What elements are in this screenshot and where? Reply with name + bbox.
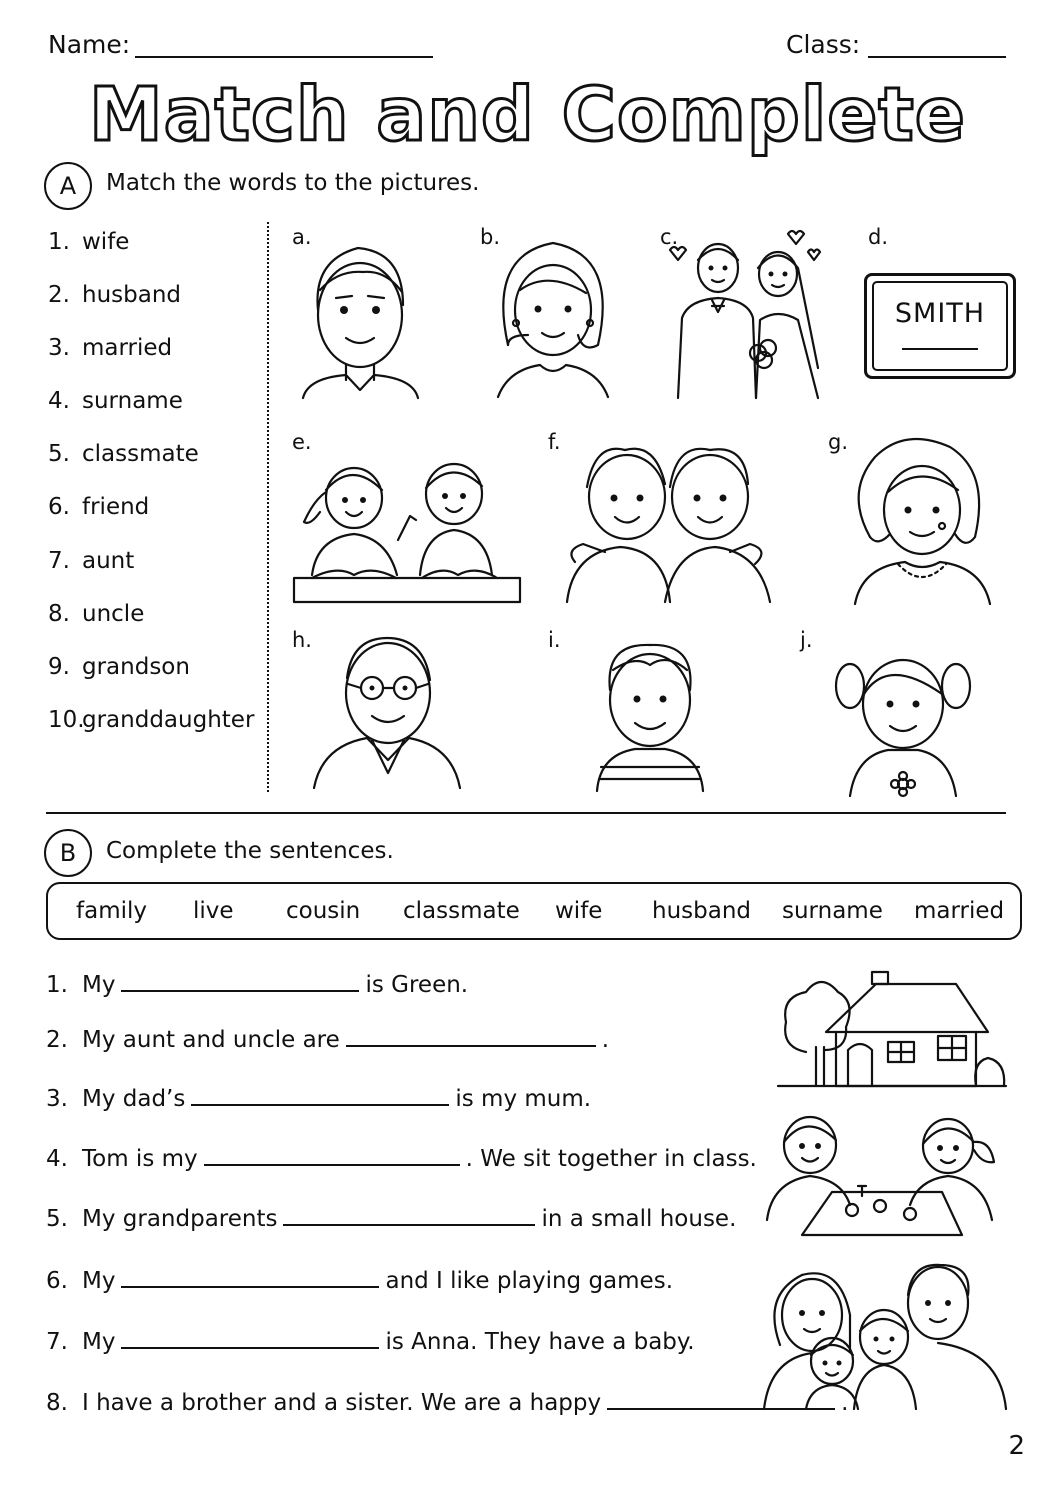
pic-letter-d: d. [868, 225, 889, 249]
section-b-badge: B [44, 829, 92, 877]
word-bank-item: cousin [286, 898, 361, 924]
pic-letter-c: c. [660, 225, 679, 249]
pic-letter-i: i. [548, 628, 561, 652]
class-label: Class: [786, 30, 861, 59]
sign-text: SMITH [894, 298, 986, 329]
section-b-instruction: Complete the sentences. [106, 838, 394, 864]
sentence: 1. My is Green. [46, 972, 469, 998]
name-label: Name: [48, 30, 131, 59]
answer-blank[interactable] [191, 1086, 449, 1106]
pic-letter-a: a. [292, 225, 312, 249]
answer-blank[interactable] [283, 1206, 535, 1226]
man-illustration[interactable] [298, 230, 423, 400]
pic-letter-e: e. [292, 430, 312, 454]
cousins-playing-illustration [762, 1110, 998, 1240]
aunt-illustration[interactable] [850, 432, 995, 607]
sentence: 6. My and I like playing games. [46, 1268, 674, 1294]
word-item: 1. wife [48, 229, 130, 255]
word-item: 6. friend [48, 494, 150, 520]
column-divider [267, 222, 269, 792]
sentence: 2. My aunt and uncle are . [46, 1027, 610, 1053]
family-illustration [762, 1255, 1008, 1411]
sentence: 8. I have a brother and a sister. We are a happy . [46, 1390, 849, 1416]
page-title: Match and Complete [89, 72, 966, 158]
word-item: 7. aunt [48, 548, 135, 574]
granddaughter-illustration[interactable] [828, 646, 978, 798]
pic-letter-b: b. [480, 225, 501, 249]
wedding-couple-illustration[interactable] [668, 228, 833, 400]
word-bank-item: surname [782, 898, 883, 924]
name-field[interactable] [135, 56, 433, 58]
word-item: 2. husband [48, 282, 182, 308]
answer-blank[interactable] [346, 1027, 596, 1047]
section-a-instruction: Match the words to the pictures. [106, 170, 480, 196]
sentence: 5. My grandparents in a small house. [46, 1206, 737, 1232]
sentence: 4. Tom is my . We sit together in class. [46, 1146, 757, 1172]
pic-letter-h: h. [292, 628, 312, 652]
pic-letter-f: f. [548, 430, 561, 454]
section-a-badge: A [44, 162, 92, 210]
answer-blank[interactable] [121, 1329, 379, 1349]
friends-illustration[interactable] [565, 432, 775, 607]
word-item: 3. married [48, 335, 173, 361]
answer-blank[interactable] [204, 1146, 460, 1166]
classmates-illustration[interactable] [292, 450, 524, 608]
surname-sign[interactable] [864, 273, 1016, 379]
uncle-illustration[interactable] [312, 628, 462, 790]
sentence: 3. My dad’s is my mum. [46, 1086, 592, 1112]
word-bank [46, 882, 1022, 940]
word-item: 4. surname [48, 388, 183, 414]
answer-blank[interactable] [121, 1268, 379, 1288]
pic-letter-j: j. [800, 628, 813, 652]
grandson-illustration[interactable] [595, 635, 705, 793]
word-bank-item: married [914, 898, 1005, 924]
section-divider [46, 812, 1006, 814]
word-bank-item: classmate [403, 898, 520, 924]
answer-blank[interactable] [121, 972, 359, 992]
word-bank-item: husband [652, 898, 752, 924]
word-item: 8. uncle [48, 601, 145, 627]
word-item: 9. grandson [48, 654, 190, 680]
pic-letter-g: g. [828, 430, 849, 454]
word-item: 5. classmate [48, 441, 199, 467]
word-bank-item: wife [555, 898, 603, 924]
sentence: 7. My is Anna. They have a baby. [46, 1329, 695, 1355]
page-number: 2 [1008, 1431, 1025, 1461]
house-illustration [776, 962, 1008, 1090]
word-bank-item: family [76, 898, 147, 924]
word-item: 10.granddaughter [48, 707, 255, 733]
woman-illustration[interactable] [488, 235, 618, 400]
class-field[interactable] [868, 56, 1006, 58]
word-bank-item: live [193, 898, 234, 924]
